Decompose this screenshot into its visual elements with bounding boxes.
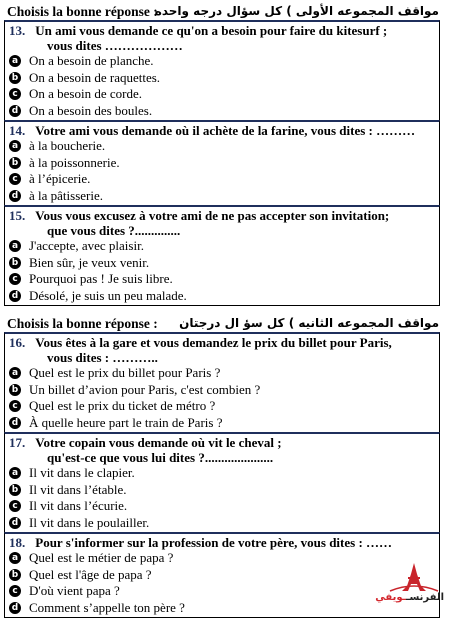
- letter-d-icon: d: [9, 517, 21, 529]
- question-18: [4, 532, 440, 618]
- option-d[interactable]: d à la pâtisserie.: [5, 188, 439, 205]
- letter-a-icon: a: [9, 140, 21, 152]
- question-stem-line2: vous dites : ………..: [47, 350, 158, 365]
- letter-c-icon: c: [9, 88, 21, 100]
- option-d[interactable]: d À quelle heure part le train de Paris ?: [5, 415, 439, 432]
- letter-a-icon: a: [9, 240, 21, 252]
- question-16: [4, 332, 440, 432]
- option-a[interactable]: a Quel est le prix du billet pour Paris ?: [5, 365, 439, 382]
- option-a[interactable]: a Il vit dans le clapier.: [5, 465, 439, 482]
- letter-c-icon: c: [9, 500, 21, 512]
- option-b[interactable]: b à la poissonnerie.: [5, 155, 439, 172]
- question-number: 15.: [9, 208, 26, 223]
- option-d[interactable]: d Il vit dans le poulailler.: [5, 515, 439, 532]
- letter-a-icon: a: [9, 467, 21, 479]
- option-b[interactable]: b Il vit dans l’étable.: [5, 482, 439, 499]
- section-2-title-ar: مواقف المجموعه الثانيه ) كل سؤ ال درجتان: [179, 316, 439, 330]
- option-c[interactable]: c Pourquoi pas ! Je suis libre.: [5, 271, 439, 288]
- letter-b-icon: b: [9, 484, 21, 496]
- option-d[interactable]: d Désolé, je suis un peu malade.: [5, 288, 439, 305]
- section-1: [4, 4, 440, 306]
- option-c[interactable]: c Quel est le prix du ticket de métro ?: [5, 398, 439, 415]
- question-stem: 18. Pour s'informer sur la profession de votre père, vous dites : ……: [9, 535, 393, 550]
- letter-c-icon: c: [9, 173, 21, 185]
- section-1-title-fr: Choisis la bonne réponse :: [7, 4, 158, 19]
- letter-b-icon: b: [9, 384, 21, 396]
- option-d[interactable]: d Comment s’appelle ton père ?: [5, 600, 439, 617]
- question-stem: 14. Votre ami vous demande où il achète de la farine, vous dites : ………: [9, 123, 416, 138]
- letter-a-icon: a: [9, 367, 21, 379]
- question-13: [4, 20, 440, 120]
- question-stem-line2: qu'est-ce que vous lui dites ?.....................: [47, 450, 274, 465]
- letter-b-icon: b: [9, 569, 21, 581]
- option-a[interactable]: a J'accepte, avec plaisir.: [5, 238, 439, 255]
- option-b[interactable]: b Quel est l'âge de papa ?: [5, 567, 439, 584]
- question-15: [4, 205, 440, 306]
- question-number: 13.: [9, 23, 26, 38]
- question-stem: 15. Vous vous excusez à votre ami de ne pas accepter son invitation;: [9, 208, 390, 223]
- question-number: 17.: [9, 435, 26, 450]
- question-stem: 16. Vous êtes à la gare et vous demandez le prix du billet pour Paris,: [9, 335, 392, 350]
- section-1-header: [4, 4, 440, 20]
- letter-d-icon: d: [9, 105, 21, 117]
- option-d[interactable]: d On a besoin des boules.: [5, 103, 439, 120]
- option-c[interactable]: c Il vit dans l’écurie.: [5, 498, 439, 515]
- option-b[interactable]: b On a besoin de raquettes.: [5, 70, 439, 87]
- letter-b-icon: b: [9, 157, 21, 169]
- question-stem: 17. Votre copain vous demande où vit le cheval ;: [9, 435, 282, 450]
- letter-c-icon: c: [9, 273, 21, 285]
- option-c[interactable]: c à l’épicerie.: [5, 171, 439, 188]
- letter-a-icon: a: [9, 552, 21, 564]
- question-number: 14.: [9, 123, 26, 138]
- option-c[interactable]: c On a besoin de corde.: [5, 86, 439, 103]
- question-stem: 13. Un ami vous demande ce qu'on a besoin pour faire du kitesurf ;: [9, 23, 388, 38]
- section-2: [4, 316, 440, 618]
- letter-c-icon: c: [9, 400, 21, 412]
- option-a[interactable]: a Quel est le métier de papa ?: [5, 550, 439, 567]
- question-number: 16.: [9, 335, 26, 350]
- option-b[interactable]: b Un billet d’avion pour Paris, c'est combien ?: [5, 382, 439, 399]
- question-number: 18.: [9, 535, 26, 550]
- question-stem-line2: vous dites ………………: [47, 38, 183, 53]
- letter-b-icon: b: [9, 72, 21, 84]
- option-c[interactable]: c D'où vient papa ?: [5, 583, 439, 600]
- section-2-header: [4, 316, 440, 332]
- letter-b-icon: b: [9, 257, 21, 269]
- option-a[interactable]: a On a besoin de planche.: [5, 53, 439, 70]
- question-stem-line2: que vous dites ?..............: [47, 223, 181, 238]
- option-a[interactable]: a à la boucherie.: [5, 138, 439, 155]
- question-17: [4, 432, 440, 532]
- site-logo: [375, 562, 444, 608]
- letter-d-icon: d: [9, 602, 21, 614]
- letter-d-icon: d: [9, 190, 21, 202]
- letter-a-icon: a: [9, 55, 21, 67]
- section-2-title-fr: Choisis la bonne réponse :: [7, 316, 158, 331]
- option-b[interactable]: b Bien sûr, je veux venir.: [5, 255, 439, 272]
- logo-text: الفرنســويفي: [375, 592, 444, 603]
- question-14: [4, 120, 440, 205]
- letter-d-icon: d: [9, 417, 21, 429]
- letter-d-icon: d: [9, 290, 21, 302]
- section-1-title-ar: مواقف المجموعه الأولى ) كل سؤال درجه واحده: [154, 4, 439, 18]
- letter-c-icon: c: [9, 585, 21, 597]
- eiffel-tower-icon: [384, 562, 444, 592]
